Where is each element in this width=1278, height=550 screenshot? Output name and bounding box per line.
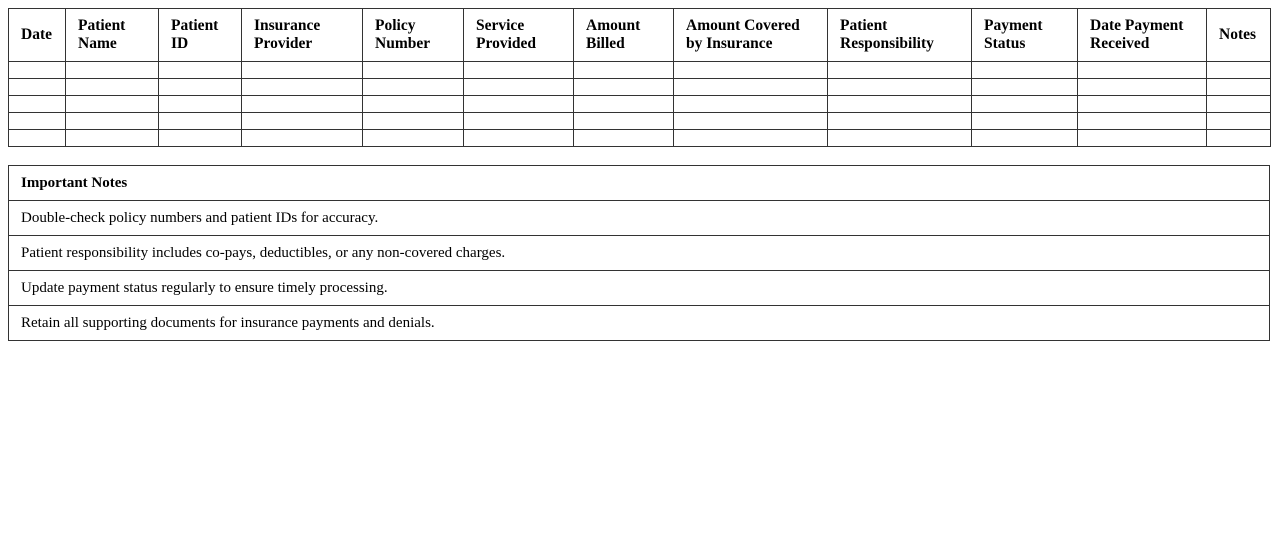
cell-patient-responsibility[interactable] bbox=[828, 130, 972, 147]
cell-notes[interactable] bbox=[1207, 79, 1271, 96]
header-row bbox=[9, 9, 1271, 62]
cell-service-provided[interactable] bbox=[464, 96, 574, 113]
important-notes-table bbox=[8, 165, 1270, 341]
column-header-payment-status: Payment Status bbox=[972, 9, 1078, 62]
cell-patient-name[interactable] bbox=[66, 96, 159, 113]
column-header-date-payment-received: Date Payment Received bbox=[1078, 9, 1207, 62]
cell-amount-billed[interactable] bbox=[574, 130, 674, 147]
cell-policy-number[interactable] bbox=[363, 62, 464, 79]
cell-service-provided[interactable] bbox=[464, 62, 574, 79]
note-item: Retain all supporting documents for insurance payments and denials. bbox=[9, 306, 1270, 341]
cell-date[interactable] bbox=[9, 130, 66, 147]
cell-insurance-provider[interactable] bbox=[242, 96, 363, 113]
cell-amount-covered[interactable] bbox=[674, 62, 828, 79]
cell-amount-billed[interactable] bbox=[574, 113, 674, 130]
cell-date[interactable] bbox=[9, 96, 66, 113]
cell-amount-covered[interactable] bbox=[674, 113, 828, 130]
column-header-date: Date bbox=[9, 9, 66, 62]
cell-amount-billed[interactable] bbox=[574, 96, 674, 113]
note-row bbox=[9, 306, 1270, 341]
cell-service-provided[interactable] bbox=[464, 113, 574, 130]
cell-service-provided[interactable] bbox=[464, 79, 574, 96]
cell-patient-id[interactable] bbox=[159, 79, 242, 96]
cell-date[interactable] bbox=[9, 62, 66, 79]
column-header-amount-billed: Amount Billed bbox=[574, 9, 674, 62]
column-header-patient-name: Patient Name bbox=[66, 9, 159, 62]
cell-amount-billed[interactable] bbox=[574, 79, 674, 96]
cell-patient-responsibility[interactable] bbox=[828, 62, 972, 79]
notes-heading: Important Notes bbox=[9, 166, 1270, 201]
column-header-service-provided: Service Provided bbox=[464, 9, 574, 62]
cell-insurance-provider[interactable] bbox=[242, 79, 363, 96]
cell-date[interactable] bbox=[9, 79, 66, 96]
cell-policy-number[interactable] bbox=[363, 79, 464, 96]
cell-payment-status[interactable] bbox=[972, 113, 1078, 130]
table-row bbox=[9, 96, 1271, 113]
cell-policy-number[interactable] bbox=[363, 113, 464, 130]
cell-patient-responsibility[interactable] bbox=[828, 96, 972, 113]
cell-patient-name[interactable] bbox=[66, 79, 159, 96]
cell-patient-name[interactable] bbox=[66, 62, 159, 79]
cell-amount-covered[interactable] bbox=[674, 96, 828, 113]
cell-amount-covered[interactable] bbox=[674, 130, 828, 147]
cell-date-payment-received[interactable] bbox=[1078, 130, 1207, 147]
cell-date-payment-received[interactable] bbox=[1078, 79, 1207, 96]
cell-notes[interactable] bbox=[1207, 113, 1271, 130]
cell-patient-id[interactable] bbox=[159, 113, 242, 130]
cell-insurance-provider[interactable] bbox=[242, 62, 363, 79]
note-item: Double-check policy numbers and patient IDs for accuracy. bbox=[9, 201, 1270, 236]
table-row bbox=[9, 79, 1271, 96]
cell-service-provided[interactable] bbox=[464, 130, 574, 147]
note-row bbox=[9, 201, 1270, 236]
cell-amount-billed[interactable] bbox=[574, 62, 674, 79]
insurance-payment-log-table bbox=[8, 8, 1271, 147]
cell-payment-status[interactable] bbox=[972, 130, 1078, 147]
table-row bbox=[9, 130, 1271, 147]
cell-date[interactable] bbox=[9, 113, 66, 130]
note-row bbox=[9, 271, 1270, 306]
cell-date-payment-received[interactable] bbox=[1078, 113, 1207, 130]
cell-patient-responsibility[interactable] bbox=[828, 79, 972, 96]
cell-patient-name[interactable] bbox=[66, 130, 159, 147]
cell-notes[interactable] bbox=[1207, 96, 1271, 113]
cell-notes[interactable] bbox=[1207, 62, 1271, 79]
cell-payment-status[interactable] bbox=[972, 62, 1078, 79]
table-row bbox=[9, 113, 1271, 130]
cell-patient-id[interactable] bbox=[159, 130, 242, 147]
cell-insurance-provider[interactable] bbox=[242, 113, 363, 130]
cell-notes[interactable] bbox=[1207, 130, 1271, 147]
table-row bbox=[9, 62, 1271, 79]
column-header-patient-id: Patient ID bbox=[159, 9, 242, 62]
note-item: Patient responsibility includes co-pays, deductibles, or any non-covered charges. bbox=[9, 236, 1270, 271]
cell-insurance-provider[interactable] bbox=[242, 130, 363, 147]
column-header-amount-covered: Amount Covered by Insurance bbox=[674, 9, 828, 62]
cell-patient-name[interactable] bbox=[66, 113, 159, 130]
cell-patient-id[interactable] bbox=[159, 62, 242, 79]
cell-policy-number[interactable] bbox=[363, 96, 464, 113]
cell-payment-status[interactable] bbox=[972, 96, 1078, 113]
cell-payment-status[interactable] bbox=[972, 79, 1078, 96]
cell-patient-id[interactable] bbox=[159, 96, 242, 113]
cell-amount-covered[interactable] bbox=[674, 79, 828, 96]
column-header-patient-responsibility: Patient Responsibility bbox=[828, 9, 972, 62]
cell-date-payment-received[interactable] bbox=[1078, 62, 1207, 79]
column-header-policy-number: Policy Number bbox=[363, 9, 464, 62]
column-header-insurance-provider: Insurance Provider bbox=[242, 9, 363, 62]
cell-patient-responsibility[interactable] bbox=[828, 113, 972, 130]
note-item: Update payment status regularly to ensure timely processing. bbox=[9, 271, 1270, 306]
column-header-notes: Notes bbox=[1207, 9, 1271, 62]
notes-heading-row bbox=[9, 166, 1270, 201]
cell-policy-number[interactable] bbox=[363, 130, 464, 147]
note-row bbox=[9, 236, 1270, 271]
cell-date-payment-received[interactable] bbox=[1078, 96, 1207, 113]
